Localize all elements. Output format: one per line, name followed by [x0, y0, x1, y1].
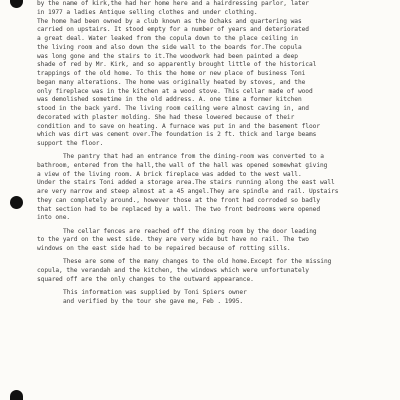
text-line: was long gone and the stairs to it.The woodwork had been painted a deep	[37, 52, 298, 60]
text-line: Under the stairs Toni added a storage area.The stairs running along the east wall	[37, 179, 335, 187]
text-line: copula, the verandah and the kitchen, the windows which were unfortunately	[37, 266, 309, 274]
text-line: was demolished sometime in the old address. A. one time a former kitchen	[37, 96, 302, 104]
text-line: windows on the east side had to be repaired because of rotting sills.	[37, 245, 291, 253]
text-line: in 1977 a ladies Antique selling clothes and under clothing.	[37, 8, 258, 16]
text-line: began many alterations. The home was originally heated by stoves, and the	[37, 78, 306, 86]
text-line: support the floor.	[37, 140, 104, 147]
binder-hole-bottom	[10, 390, 23, 400]
text-line: decorated with plaster molding. She had these lowered because of their	[37, 113, 295, 121]
binder-hole-top	[10, 0, 23, 8]
text-line: a great deal. Water leaked from the copula down to the place ceiling in	[37, 35, 298, 42]
text-line: to the yard on the west side. they are very wide but have no rail. The two	[37, 236, 309, 244]
text-line: The home had been owned by a club known as the Ochaks and quartering was	[37, 17, 302, 25]
text-line: and verified by the tour she gave me, Feb . 1995.	[63, 297, 244, 305]
text-line: trappings of the old home. To this the home or new place of business Toni	[37, 70, 306, 77]
text-line: a view of the living room. A brick fireplace was added to the west wall.	[37, 170, 302, 178]
text-line: carried on upstairs. It stood empty for a number of years and deteriorated	[37, 26, 309, 34]
text-line: stood in the back yard. The living room ceiling were almost caving in, and	[37, 105, 309, 112]
text-line: that section had to be replaced by a wall. The two front bedrooms were opened	[37, 205, 320, 213]
text-line: into one.	[37, 214, 71, 222]
text-line: are very narrow and steep almost at a 45 angel.They are spindle and rail. Upstairs	[37, 188, 339, 196]
text-line: by the name of kirk,the had her home here and a hairdressing parlor, later	[37, 0, 309, 7]
text-line: squared off are the only changes to the outward appearance.	[37, 275, 254, 283]
text-line: These are some of the many changes to the old home.Except for the missing	[63, 258, 332, 266]
text-line: shade of red by Mr. Kirk, and so apparently brought little of the historical	[37, 61, 317, 69]
text-line: condition and to save on heating. A furnace was put in and the basement floor	[37, 122, 320, 130]
text-line: which was dirt was cement over.The foundation is 2 ft. thick and large beams	[37, 131, 317, 139]
text-line: only fireplace was in the kitchen at a wood stove. This cellar made of wood	[37, 87, 313, 95]
typed-text-body	[37, 0, 392, 306]
text-line: The cellar fences are reached off the dining room by the door leading	[63, 227, 317, 235]
binder-hole-middle	[10, 196, 23, 209]
text-line: The pantry that had an entrance from the dining-room was converted to a	[63, 153, 324, 161]
text-line: bathroom, entered from the hall,the wall of the hall was opened somewhat giving	[37, 161, 328, 169]
text-line: the living room and also down the side wall to the boards for.The copula	[37, 43, 302, 51]
text-line: they can completely around., however those at the front had corroded so badly	[37, 196, 320, 204]
text-line: This information was supplied by Toni Spiers owner	[63, 288, 247, 296]
